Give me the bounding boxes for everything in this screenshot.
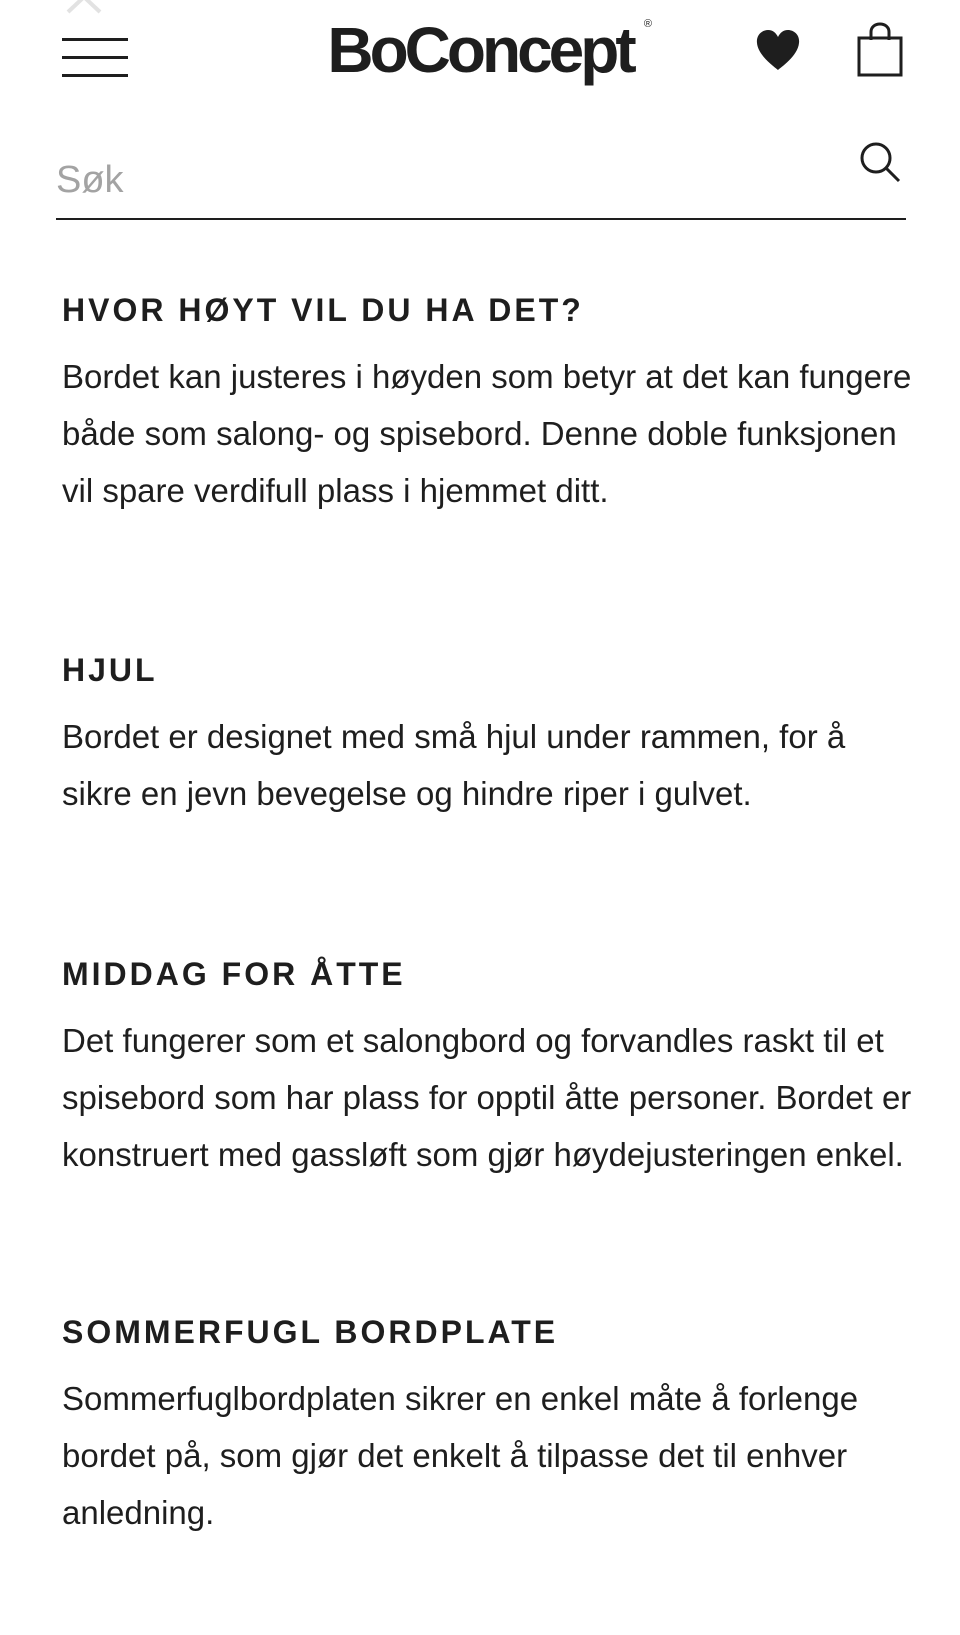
registered-mark: ® (643, 18, 652, 30)
brand-name: BoConcept (327, 14, 633, 86)
feature-description: Sommerfuglbordplaten sikrer en enkel måte å forlenge bordet på, som gjør det enkelt å tilpasse det til enhver anledning. (62, 1380, 859, 1531)
search-bar (56, 130, 906, 220)
site-header (0, 0, 960, 110)
feature-description: Bordet kan justeres i høyden som betyr at det kan fungere både som salong- og spisebord. Denne doble funksjonen vil spare verdifull plass i hjemmet ditt. (62, 358, 912, 509)
menu-line (62, 38, 128, 41)
feature-section (62, 954, 922, 1183)
feature-title: HJUL (62, 652, 158, 688)
brand-logo[interactable] (300, 10, 660, 100)
hamburger-menu-icon[interactable] (62, 36, 128, 80)
feature-title: SOMMERFUGL BORDPLATE (62, 1314, 559, 1350)
feature-description: Det fungerer som et salongbord og forvandles raskt til et spisebord som har plass for opptil åtte personer. Bordet er konstruert med gassløft som gjør høydejusteringen enkel. (62, 1022, 912, 1173)
feature-section (62, 650, 922, 822)
menu-line (62, 74, 128, 77)
feature-section (62, 290, 922, 519)
close-icon[interactable] (64, 0, 104, 16)
menu-line (62, 56, 128, 59)
shopping-bag-icon[interactable] (856, 22, 904, 78)
feature-title: HVOR HØYT VIL DU HA DET? (62, 292, 584, 328)
search-input[interactable] (56, 152, 836, 208)
search-icon[interactable] (858, 140, 902, 184)
heart-icon[interactable] (754, 28, 802, 72)
feature-section (62, 1312, 922, 1541)
feature-description: Bordet er designet med små hjul under rammen, for å sikre en jevn bevegelse og hindre riper i gulvet. (62, 718, 846, 812)
feature-title: MIDDAG FOR ÅTTE (62, 956, 406, 992)
